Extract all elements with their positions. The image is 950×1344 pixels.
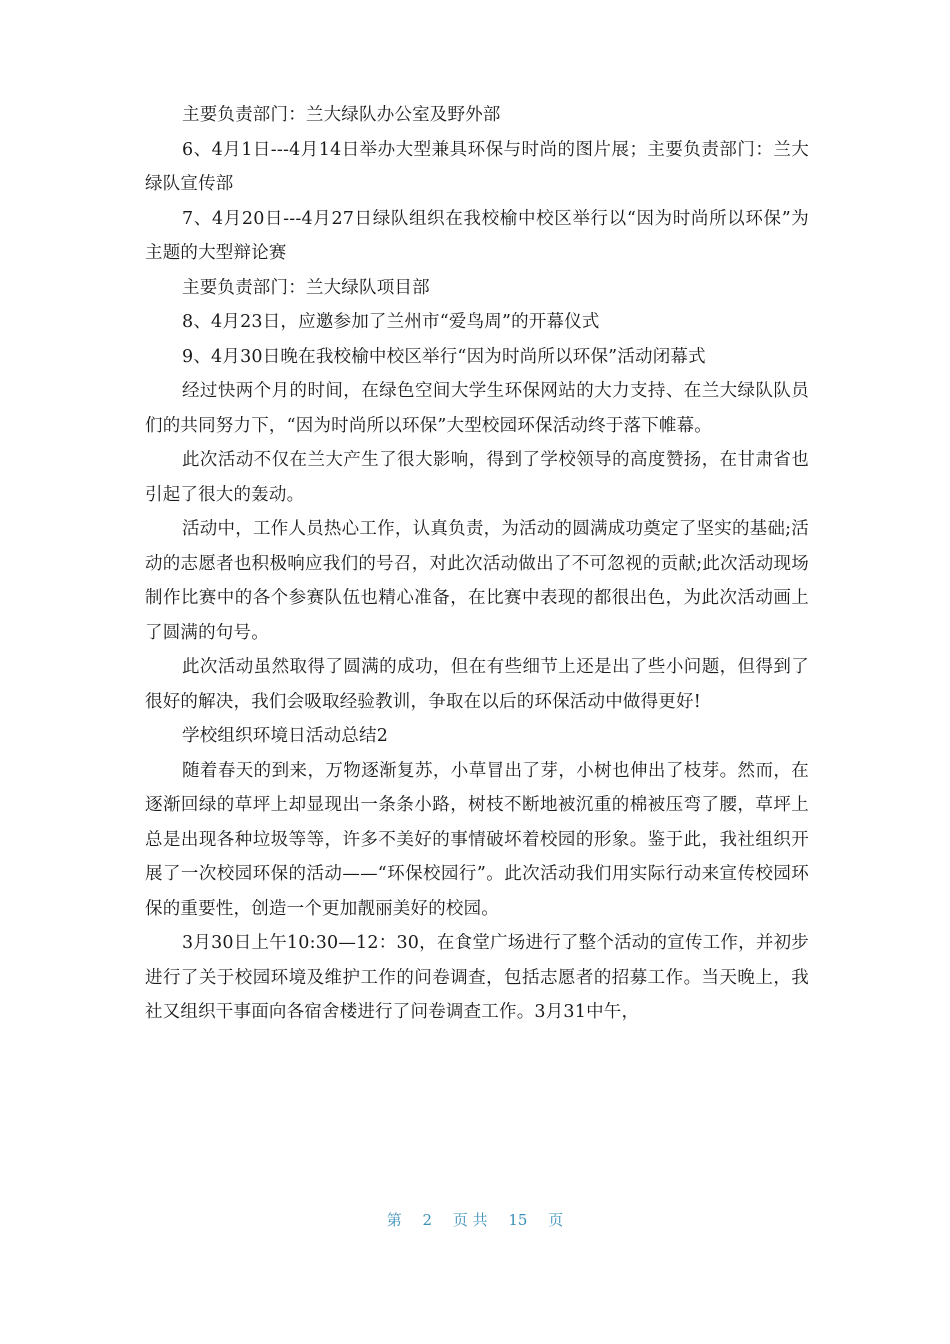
paragraph: 6、4月1日---4月14日举办大型兼具环保与时尚的图片展；主要负责部门：兰大绿队宣传部: [145, 139, 809, 194]
paragraph: 3月30日上午10:30—12：30，在食堂广场进行了整个活动的宣传工作，并初步进行了关于校园环境及维护工作的问卷调查，包括志愿者的招募工作。当天晚上，我社又组织干事面向各宿舍楼进行了问卷调查工作。3月31中午，: [145, 933, 809, 1022]
paragraph: 此次活动不仅在兰大产生了很大影响，得到了学校领导的高度赞扬，在甘肃省也引起了很大的轰动。: [145, 450, 809, 505]
paragraph: 9、4月30日晚在我校榆中校区举行“因为时尚所以环保”活动闭幕式: [182, 346, 706, 367]
paragraph: 主要负责部门：兰大绿队办公室及野外部: [182, 105, 501, 125]
section-heading: 学校组织环境日活动总结2: [182, 726, 389, 746]
document-body: [145, 98, 809, 1030]
paragraph: 此次活动虽然取得了圆满的成功，但在有些细节上还是出了些小问题，但得到了很好的解决，我们会吸取经验教训，争取在以后的环保活动中做得更好!: [145, 657, 809, 712]
paragraph: 7、4月20日---4月27日绿队组织在我校榆中校区举行以“因为时尚所以环保”为主题的大型辩论赛: [145, 208, 809, 263]
page-footer: [0, 1209, 950, 1230]
footer-prefix: 第: [386, 1211, 402, 1229]
footer-suffix: 页: [548, 1211, 564, 1229]
paragraph: 8、4月23日，应邀参加了兰州市“爱鸟周”的开幕仪式: [182, 312, 600, 332]
paragraph: 随着春天的到来，万物逐渐复苏，小草冒出了芽，小树也伸出了枝芽。然而，在逐渐回绿的草坪上却显现出一条条小路，树枝不断地被沉重的棉被压弯了腰，草坪上总是出现各种垃圾等等，许多不美好的事情破坏着校园的形象。鉴于此，我社组织开展了一次校园环保的活动——“环保校园行”。此次活动我们用实际行动来宣传校园环保的重要性，创造一个更加靓丽美好的校园。: [145, 760, 809, 919]
paragraph: 经过快两个月的时间，在绿色空间大学生环保网站的大力支持、在兰大绿队队员们的共同努力下，“因为时尚所以环保”大型校园环保活动终于落下帷幕。: [145, 381, 809, 436]
current-page-number: 2: [422, 1211, 433, 1229]
total-page-count: 15: [508, 1211, 528, 1229]
paragraph: 活动中，工作人员热心工作，认真负责，为活动的圆满成功奠定了坚实的基础;活动的志愿者也积极响应我们的号召，对此次活动做出了不可忽视的贡献;此次活动现场制作比赛中的各个参赛队伍也精心准备，在比赛中表现的都很出色，为此次活动画上了圆满的句号。: [145, 519, 809, 643]
footer-middle: 页 共: [452, 1211, 488, 1229]
paragraph: 主要负责部门：兰大绿队项目部: [182, 277, 430, 298]
